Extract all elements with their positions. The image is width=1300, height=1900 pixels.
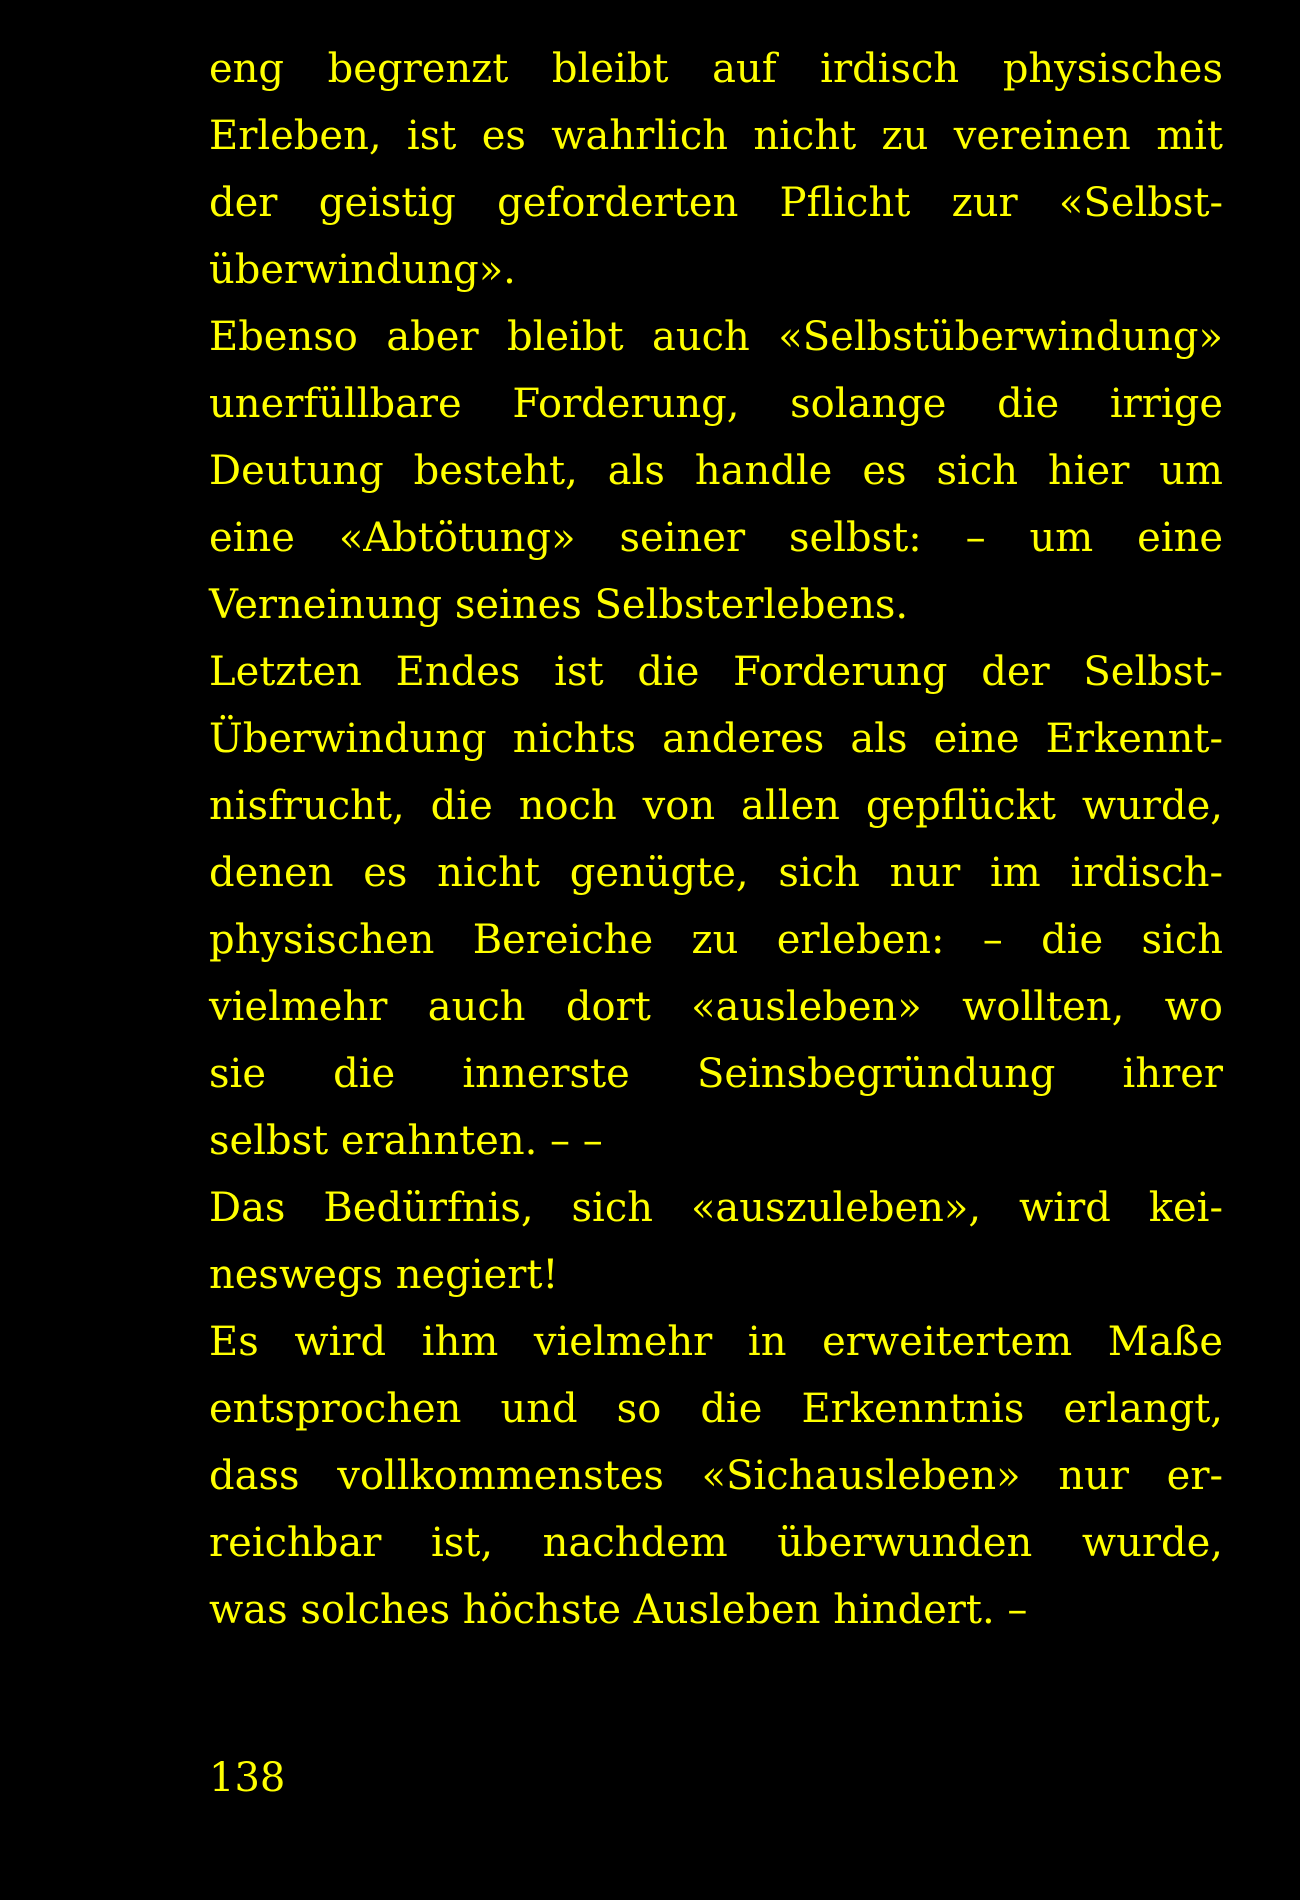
text-line: Letzten Endes ist die Forderung der Selbst-	[209, 649, 1223, 695]
text-line: Verneinung seines Selbsterlebens.	[209, 582, 909, 628]
text-line: denen es nicht genügte, sich nur im irdisch-	[209, 850, 1223, 896]
text-line: Das Bedürfnis, sich «auszuleben», wird kei-	[209, 1185, 1223, 1231]
text-line: was solches höchste Ausleben hindert. –	[209, 1587, 1028, 1633]
text-line: dass vollkommenstes «Sichausleben» nur er-	[209, 1453, 1223, 1499]
text-line: neswegs negiert!	[209, 1252, 559, 1298]
text-line: Ebenso aber bleibt auch «Selbstüberwindung»	[209, 314, 1223, 360]
text-line: sie die innerste Seinsbegründung ihrer	[209, 1051, 1223, 1097]
text-line: Erleben, ist es wahrlich nicht zu vereinen mit	[209, 113, 1223, 159]
page-number: 138	[209, 1755, 286, 1801]
body-text	[209, 36, 1223, 1644]
text-line: entsprochen und so die Erkenntnis erlangt,	[209, 1386, 1223, 1432]
text-line: unerfüllbare Forderung, solange die irrige	[209, 381, 1223, 427]
text-line: der geistig geforderten Pflicht zur «Selbst-	[209, 180, 1223, 226]
text-line: eng begrenzt bleibt auf irdisch physisches	[209, 46, 1223, 92]
text-line: Es wird ihm vielmehr in erweitertem Maße	[209, 1319, 1223, 1365]
text-line: vielmehr auch dort «ausleben» wollten, wo	[209, 984, 1223, 1030]
text-line: physischen Bereiche zu erleben: – die sich	[209, 917, 1223, 963]
text-line: Überwindung nichts anderes als eine Erkennt-	[209, 716, 1223, 762]
text-line: nisfrucht, die noch von allen gepflückt wurde,	[209, 783, 1223, 829]
text-line: überwindung».	[209, 247, 516, 293]
text-line: reichbar ist, nachdem überwunden wurde,	[209, 1520, 1223, 1566]
text-line: selbst erahnten. – –	[209, 1118, 603, 1164]
text-line: eine «Abtötung» seiner selbst: – um eine	[209, 515, 1223, 561]
text-line: Deutung besteht, als handle es sich hier um	[209, 448, 1223, 494]
